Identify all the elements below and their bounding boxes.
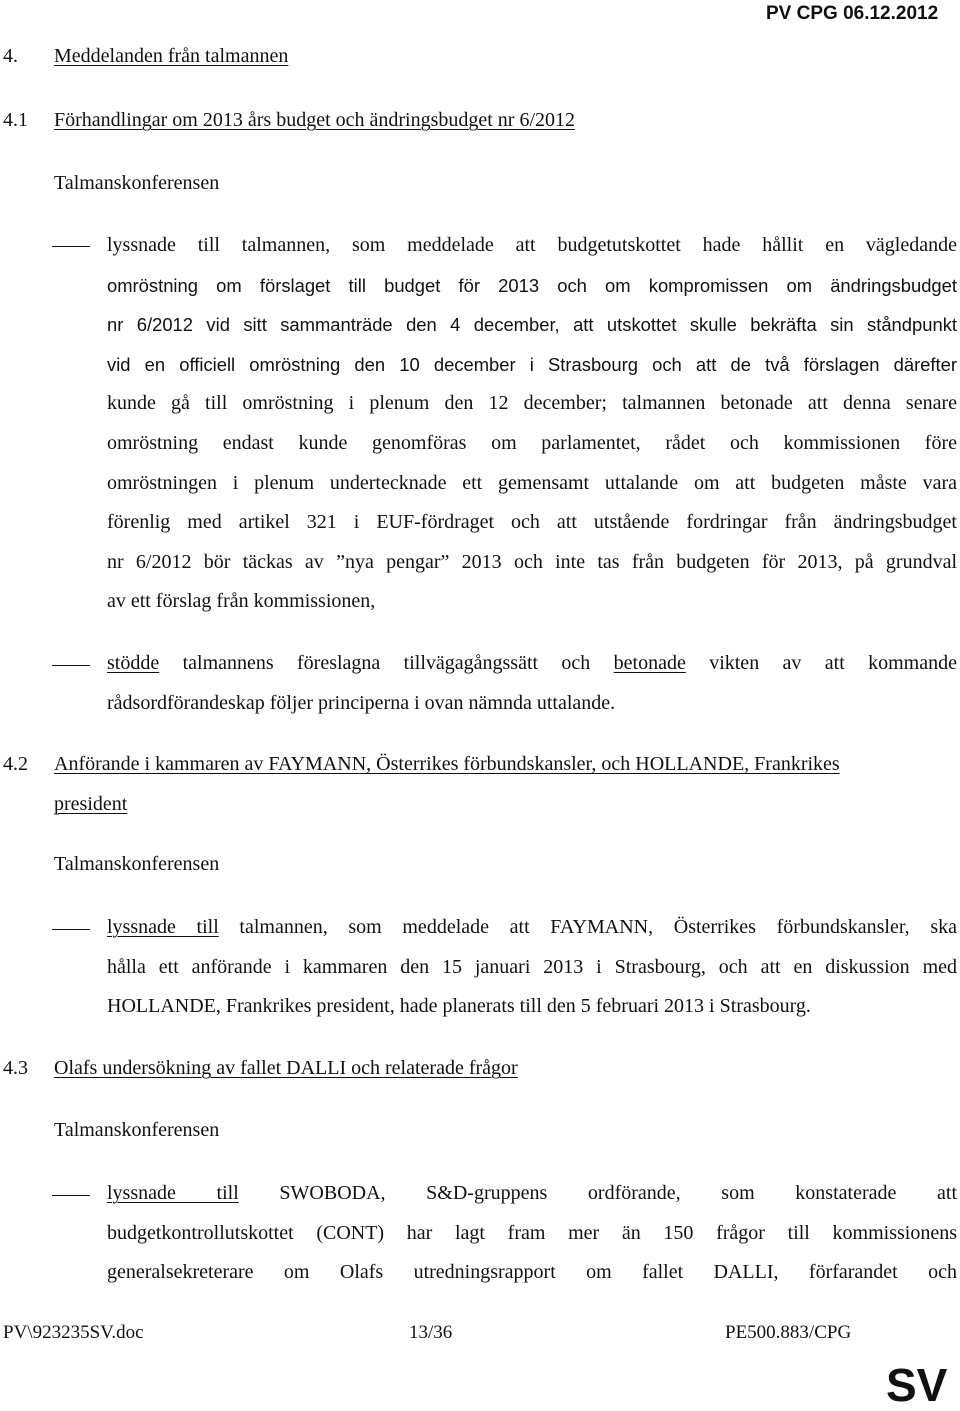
bullet-dash <box>52 665 90 666</box>
paragraph-line: nr 6/2012 vid sitt sammanträde den 4 december, att utskottet skulle bekräfta sin ståndpunkt <box>107 314 957 336</box>
item-number: 4.2 <box>3 753 28 775</box>
paragraph-line: kunde gå till omröstning i plenum den 12 december; talmannen betonade att denna senare <box>107 392 957 415</box>
paragraph-line: nr 6/2012 bör täckas av ”nya pengar” 2013 och inte tas från budgeten för 2013, på grundval <box>107 550 957 573</box>
paragraph-line <box>107 1174 957 1214</box>
item-number: 4.1 <box>3 109 28 131</box>
line-text: talmannen, som meddelade att FAYMANN, Österrikes förbundskansler, ska <box>218 916 957 938</box>
section-title: Meddelanden från talmannen <box>54 45 289 67</box>
line-text: vikten av att kommande <box>685 652 957 674</box>
section-number: 4. <box>3 45 18 67</box>
paragraph-line: hålla ett anförande i kammaren den 15 januari 2013 i Strasbourg, och att en diskussion med <box>107 955 957 978</box>
verb-emphasis: stödde <box>107 652 160 674</box>
decision-paragraph <box>107 908 957 1027</box>
body-name: Talmanskonferensen <box>54 1119 220 1141</box>
verb-emphasis: lyssnade till <box>107 1182 239 1204</box>
footer-filename: PV\923235SV.doc <box>3 1322 144 1343</box>
paragraph-line: av ett förslag från kommissionen, <box>107 590 376 613</box>
paragraph-line: lyssnade till talmannen, som meddelade att budgetutskottet hade hållit en vägledande <box>107 234 957 256</box>
bullet-dash <box>52 1195 90 1196</box>
paragraph-line: vid en officiell omröstning den 10 december i Strasbourg och att de två förslagen därefter <box>107 353 957 375</box>
verb-emphasis: lyssnade till <box>107 916 219 938</box>
paragraph-line: omröstningen i plenum undertecknade ett gemensamt uttalande om att budgeten måste vara <box>107 471 957 494</box>
paragraph-line: förenlig med artikel 321 i EUF-fördraget och att utstående fordringar från ändringsbudget <box>107 511 957 534</box>
paragraph-line <box>107 908 957 948</box>
paragraph-line <box>107 644 957 684</box>
paragraph-line: rådsordförandeskap följer principerna i ovan nämnda uttalande. <box>107 691 616 714</box>
item-title-continued: president <box>54 793 128 815</box>
body-name: Talmanskonferensen <box>54 172 220 194</box>
decision-paragraph <box>107 644 957 723</box>
paragraph-line: budgetkontrollutskottet (CONT) har lagt fram mer än 150 frågor till kommissionens <box>107 1221 957 1244</box>
document-reference: PV CPG 06.12.2012 <box>766 3 939 24</box>
line-text: SWOBODA, S&D-gruppens ordförande, som konstaterade att <box>238 1182 957 1204</box>
decision-paragraph <box>107 1174 957 1293</box>
paragraph-line: HOLLANDE, Frankrikes president, hade planerats till den 5 februari 2013 i Strasbourg. <box>107 995 811 1018</box>
item-title: Förhandlingar om 2013 års budget och ändringsbudget nr 6/2012 <box>54 109 576 131</box>
paragraph-line: generalsekreterare om Olafs utredningsrapport om fallet DALLI, förfarandet och <box>107 1261 957 1284</box>
decision-paragraph <box>107 226 957 622</box>
language-code: SV <box>886 1359 948 1411</box>
item-title: Olafs undersökning av fallet DALLI och relaterade frågor <box>54 1057 518 1079</box>
paragraph-line: omröstning endast kunde genomföras om parlamentet, rådet och kommissionen före <box>107 431 957 454</box>
paragraph-line: omröstning om förslaget till budget för 2013 och om kompromissen om ändringsbudget <box>107 274 957 296</box>
line-text: talmannens föreslagna tillvägagångssätt och <box>159 652 614 674</box>
bullet-dash <box>52 246 90 247</box>
body-name: Talmanskonferensen <box>54 853 220 875</box>
footer-reference: PE500.883/CPG <box>725 1322 852 1343</box>
item-title: Anförande i kammaren av FAYMANN, Österrikes förbundskansler, och HOLLANDE, Frankrikes <box>54 753 840 775</box>
bullet-dash <box>52 929 90 930</box>
verb-emphasis: betonade <box>613 652 686 674</box>
item-number: 4.3 <box>3 1057 28 1079</box>
footer-page-number: 13/36 <box>409 1322 453 1343</box>
